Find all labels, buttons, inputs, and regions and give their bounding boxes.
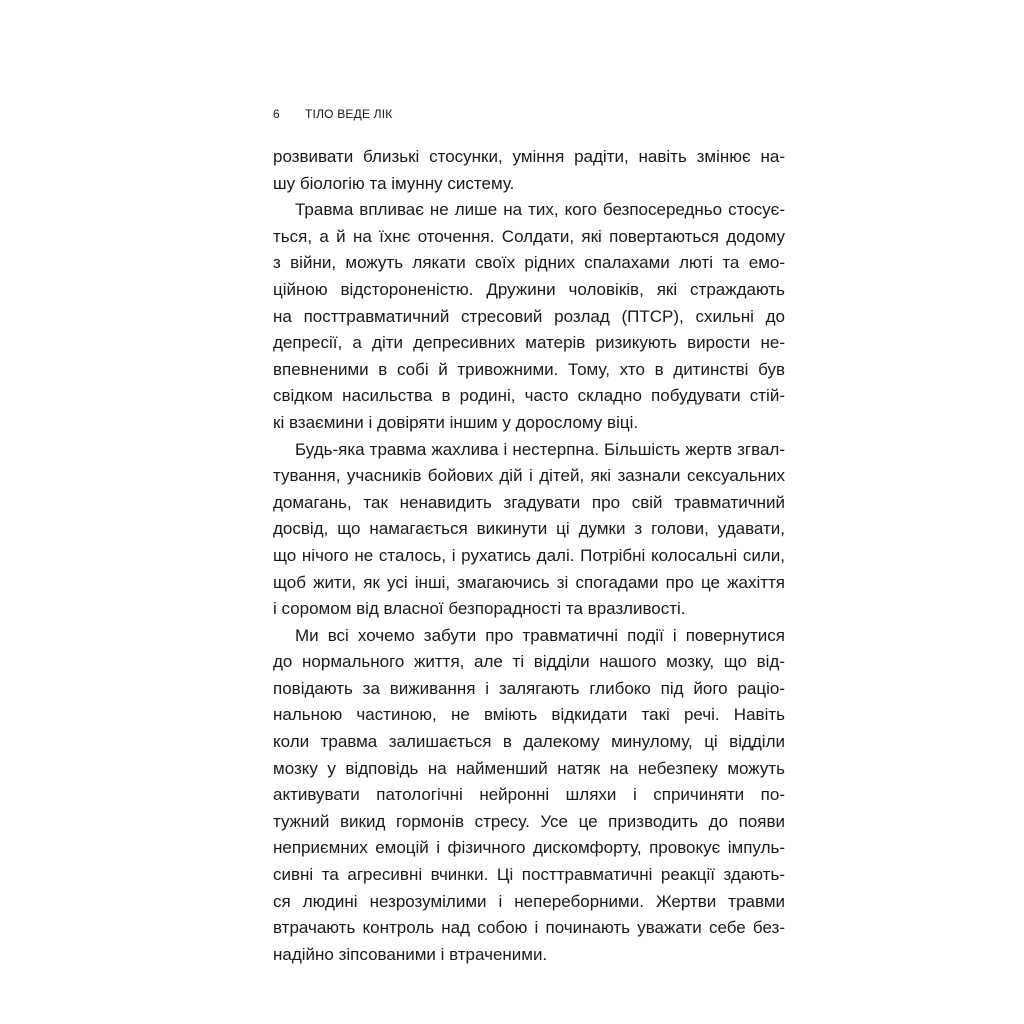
text-line: що нічого не сталось, і рухатись далі. Потрібні колосальні сили,: [273, 545, 785, 565]
paragraph: [273, 623, 785, 969]
running-head: [273, 107, 392, 121]
paragraph: [273, 144, 785, 197]
text-line: тужний викид гормонів стресу. Усе це призводить до появи: [273, 811, 785, 831]
text-line: з війни, можуть лякати своїх рідних спалахами люті та емо-: [273, 253, 785, 273]
body-text: [273, 144, 785, 968]
paragraph: [273, 437, 785, 623]
text-line: до нормального життя, але ті відділи нашого мозку, що від-: [273, 652, 785, 672]
paragraph: [273, 197, 785, 436]
text-line: свідком насильства в родині, часто складно побудувати стій-: [273, 386, 785, 406]
text-line: ться, а й на їхнє оточення. Солдати, які повертаються додому: [273, 226, 785, 246]
text-line: тування, учасників бойових дій і дітей, які зазнали сексуальних: [273, 466, 785, 486]
text-line: нальною частиною, не вміють відкидати такі речі. Навіть: [273, 705, 785, 725]
text-line: ся людині незрозумілими і непереборними. Жертви травми: [273, 891, 785, 911]
text-line: щоб жити, як усі інші, змагаючись зі спогадами про це жахіття: [273, 572, 785, 592]
text-line: на посттравматичний стресовий розлад (ПТСР), схильні до: [273, 306, 785, 326]
text-line: домагань, так ненавидить згадувати про свій травматичний: [273, 492, 785, 512]
page-number: 6: [273, 107, 280, 121]
text-line: досвід, що намагається викинути ці думки з голови, удавати,: [273, 519, 785, 539]
text-line: Ми всі хочемо забути про травматичні події і повернутися: [295, 625, 785, 645]
text-line: депресії, а діти депресивних матерів ризикують вирости не-: [273, 333, 785, 353]
text-line: мозку у відповідь на найменший натяк на небезпеку можуть: [273, 758, 785, 778]
text-line: Будь-яка травма жахлива і нестерпна. Більшість жертв згвал-: [295, 439, 785, 459]
text-line: повідають за виживання і залягають глибоко під його раціо-: [273, 678, 785, 698]
text-line: шу біологію та імунну систему.: [273, 173, 515, 193]
text-line: Травма впливає не лише на тих, кого безпосередньо стосує-: [295, 200, 785, 220]
text-line: розвивати близькі стосунки, уміння радіти, навіть змінює на-: [273, 147, 785, 166]
text-line: сивні та агресивні вчинки. Ці посттравматичні реакції здають-: [273, 865, 785, 885]
text-line: активувати патологічні нейронні шляхи і спричиняти по-: [273, 785, 785, 805]
text-line: надійно зіпсованими і втраченими.: [273, 944, 548, 964]
text-line: ційною відстороненістю. Дружини чоловіків, які страждають: [273, 279, 785, 299]
text-line: коли травма залишається в далекому минулому, ці відділи: [273, 732, 785, 752]
text-line: і соромом від власної безпорадності та вразливості.: [273, 599, 686, 619]
text-line: неприємних емоцій і фізичного дискомфорту, провокує імпуль-: [273, 838, 785, 858]
text-line: втрачають контроль над собою і починають уважати себе без-: [273, 918, 785, 938]
running-title: ТІЛО ВЕДЕ ЛІК: [305, 107, 393, 121]
text-line: кі взаємини і довіряти іншим у дорослому віці.: [273, 412, 639, 432]
text-line: впевненими в собі й тривожними. Тому, хто в дитинстві був: [273, 359, 785, 379]
